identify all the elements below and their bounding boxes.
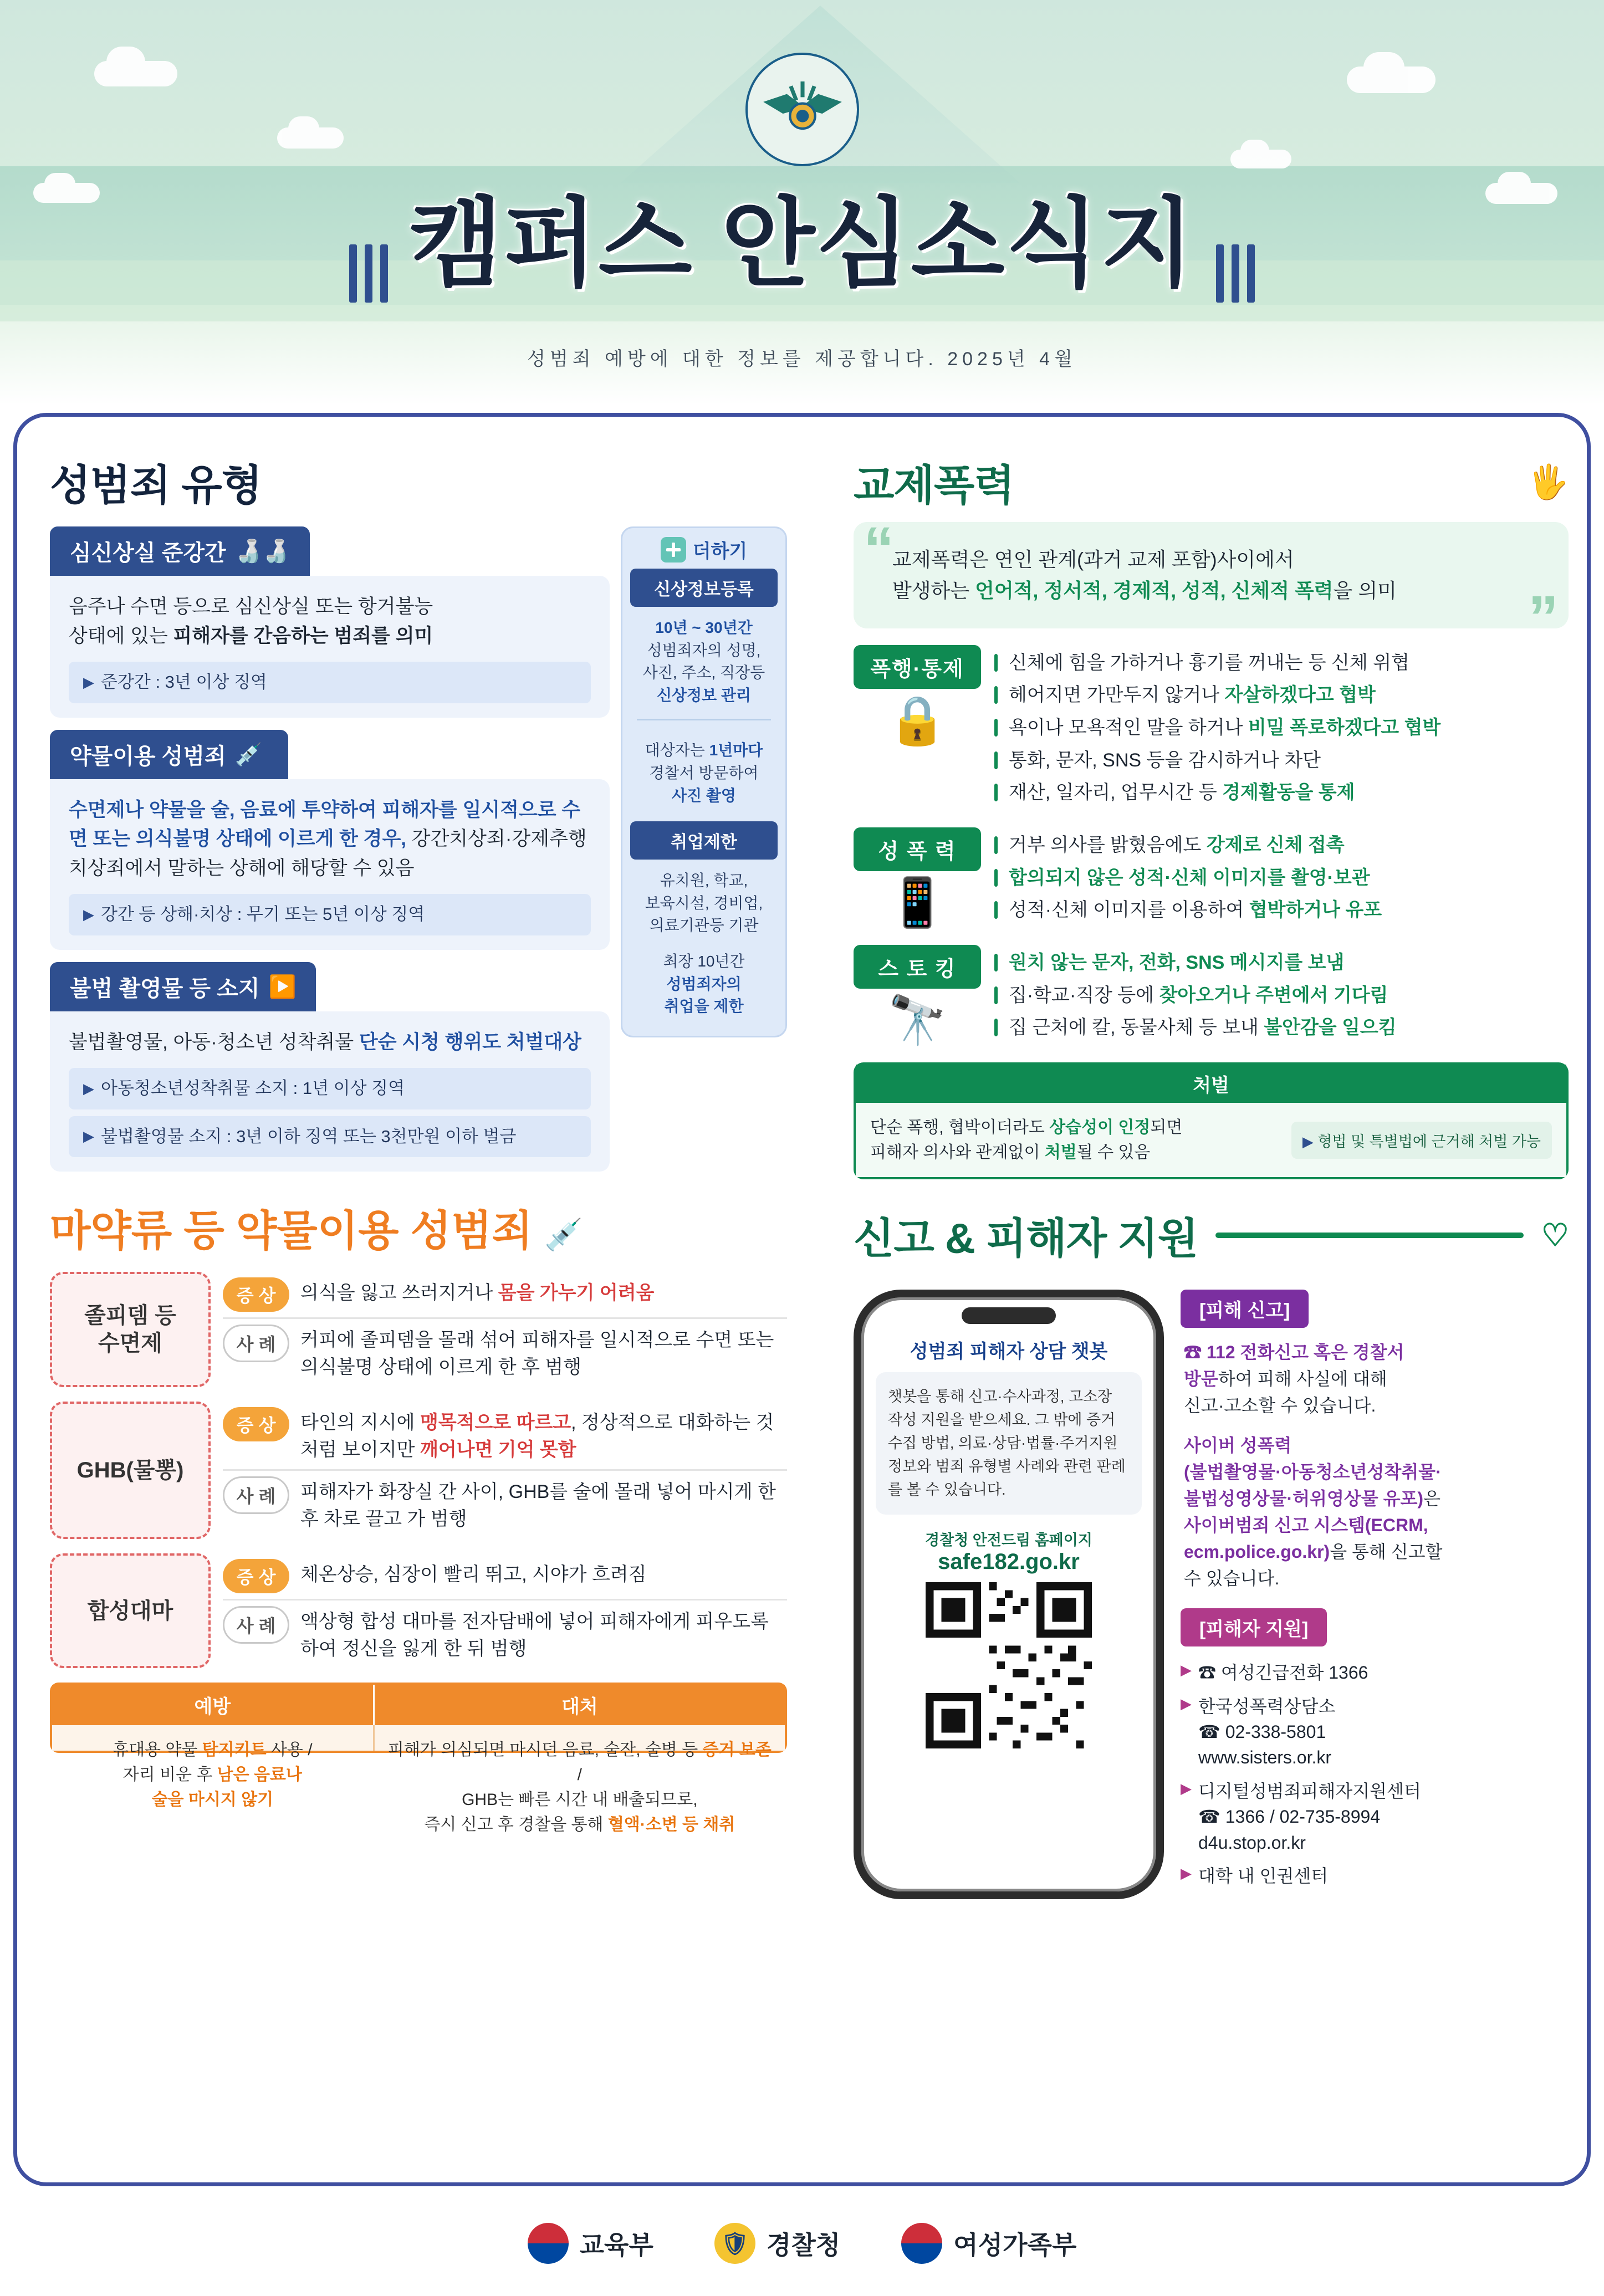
support-head: [피해자 지원]: [1181, 1608, 1327, 1646]
dv-block-assault: [854, 645, 1569, 811]
penalty-pill: ▶ 아동청소년성착취물 소지 : 1년 이상 징역: [69, 1068, 591, 1109]
penalty-pill: ▶ 불법촬영물 소지 : 3년 이하 징역 또는 3천만원 이하 벌금: [69, 1116, 591, 1158]
drug-name: 합성대마: [50, 1553, 211, 1669]
crime-blocks: [50, 526, 610, 1172]
symptom-badge: 증 상: [223, 1559, 289, 1593]
triangle-icon: ▶: [83, 1080, 94, 1097]
triangle-icon: ▶: [83, 1128, 94, 1145]
table-row: [52, 1725, 785, 1834]
drug-detail: [223, 1272, 787, 1387]
dv-item-list: [994, 945, 1569, 1046]
cloud-icon: [1230, 150, 1291, 168]
drug-case-text: 액상형 합성 대마를 전자담배에 넣어 피해자에게 피우도록 하여 정신을 잃게 한 뒤 범행: [300, 1610, 769, 1660]
qr-code[interactable]: [926, 1582, 1092, 1748]
cyber-report-text: 사이버 성폭력 (불법촬영물·아동청소년성착취물· 불법성영상물·허위영상물 유포)은 사이버범죄 신고 시스템(ECRM, ecm.police.go.kr)을 통해 신고할 수 있습니다.: [1184, 1435, 1443, 1589]
page-title: 캠퍼스 안심소식지: [408, 190, 1196, 298]
left-column: [50, 452, 787, 1834]
report-info-column: [1181, 1290, 1569, 1899]
police-badge-icon: 🛡: [714, 2223, 755, 2264]
symptom-badge: 증 상: [223, 1277, 289, 1312]
drug-name: GHB(물뽕): [50, 1402, 211, 1539]
video-play-icon: ▶️: [268, 974, 297, 999]
drug-row: [50, 1553, 787, 1669]
phone-camera-icon: 📱: [887, 876, 947, 930]
safe-site-label: 경찰청 안전드림 홈페이지: [925, 1532, 1092, 1549]
symptom-badge: 증 상: [223, 1407, 289, 1441]
drug-detail: [223, 1553, 787, 1669]
drug-case-text: 커피에 졸피뎀을 몰래 섞어 피해자를 일시적으로 수면 또는 의식불명 상태에 이르게 한 후 범행: [300, 1329, 774, 1378]
title-bars-left: [345, 244, 392, 305]
punishment-box: [854, 1062, 1569, 1179]
title-bars-right: [1212, 244, 1259, 305]
list-item: 원치 않는 문자, 전화, SNS 메시지를 보냄: [994, 948, 1569, 978]
taegeuk-icon: [528, 2223, 569, 2264]
drug-case-text: 피해자가 화장실 간 사이, GHB를 술에 몰래 넣어 마시게 한 후 차로 끌고 가 범행: [300, 1481, 776, 1530]
list-item: 성적·신체 이미지를 이용하여 협박하거나 유포: [994, 896, 1569, 925]
extra-info-text-1: 10년 ~ 30년간 성범죄자의 성명, 사진, 주소, 직장등 신상정보 관리: [642, 619, 765, 704]
list-item: ▶ 디지털성범죄피해자지원센터 ☎ 1366 / 02-735-8994 d4u.stop.or.kr: [1181, 1778, 1569, 1855]
dv-block-stalking: [854, 945, 1569, 1046]
cell-response: 피해가 의심되면 마시던 음료, 술잔, 술병 등 증거 보존 / GHB는 빠른 시간 내 배출되므로, 즉시 신고 후 경찰을 통해 혈액·소변 등 채취: [387, 1741, 772, 1834]
report-text: ☎ 112 전화신고 혹은 경찰서 방문하여 피해 사실에 대해 신고·고소할 수 있습니다.: [1184, 1342, 1404, 1416]
list-item: ▶ ☎ 여성긴급전화 1366: [1181, 1660, 1569, 1685]
support-list: [1181, 1646, 1569, 1889]
triangle-icon: ▶: [1181, 1695, 1192, 1712]
crime-block: [50, 962, 610, 1172]
crime-block: [50, 526, 610, 718]
extra-info-title: 더하기: [622, 528, 785, 569]
binoculars-icon: 🔭: [887, 994, 947, 1047]
punishment-note: ▶ 형법 및 특별법에 근거해 처벌 가능: [1291, 1122, 1552, 1159]
drug-section: [50, 1197, 787, 1834]
title-rule: [1215, 1233, 1524, 1238]
plus-icon: [661, 537, 686, 563]
drug-detail: [223, 1402, 787, 1539]
drug-symptom: 증 상 의식을 잃고 쓰러지거나 몸을 가누기 어려움: [223, 1272, 787, 1317]
page-subtitle: 성범죄 예방에 대한 정보를 제공합니다. 2025년 4월: [527, 349, 1077, 370]
safe-site-url[interactable]: safe182.go.kr: [938, 1550, 1080, 1574]
cloud-icon: [1347, 67, 1436, 93]
right-column: [854, 452, 1569, 1899]
drug-case: [223, 1471, 787, 1539]
padlock-icon: 🔒: [887, 693, 947, 747]
list-item: 통화, 문자, SNS 등을 감시하거나 차단: [994, 746, 1569, 775]
extra-info-text-4: 최장 10년간 성범죄자의 취업을 제한: [663, 952, 745, 1015]
soju-bottle-icon: 🍶🍶: [234, 539, 290, 564]
hand-stop-icon: 🖐: [1528, 463, 1569, 500]
chatbot-message: 챗봇을 통해 신고·수사과정, 고소장 작성 지원을 받으세요. 그 밖에 증거수집 방법, 의료·상담·법률·주거지원 정보와 범죄 유형별 사례와 관련 판례를 볼 수 있습니다.: [876, 1372, 1142, 1515]
list-item: 집·학교·직장 등에 찾아오거나 주변에서 기다림: [994, 981, 1569, 1010]
report-section: [854, 1205, 1569, 1899]
drug-row: [50, 1272, 787, 1387]
column-header-prevention: 예방: [52, 1685, 375, 1725]
crime-block-body: 수면제나 약물을 술, 음료에 투약하여 피해자를 일시적으로 수면 또는 의식불명 상태에 이르게 한 경우, 강간치상죄·강제추행치상죄에서 말하는 상해에 해당할 수 있음 ▶ 강간 등 상해·치상 : 무기 또는 5년 이상 징역: [50, 779, 610, 950]
dv-label: 폭행·통제: [854, 645, 981, 689]
syringe-icon: 💉: [544, 1217, 583, 1252]
extra-info-text-2: 대상자는 1년마다 경찰서 방문하여 사진 촬영: [645, 742, 763, 804]
org-education: 교육부: [528, 2223, 653, 2264]
triangle-icon: ▶: [83, 673, 94, 691]
drug-case: [223, 1319, 787, 1387]
extra-info-panel: [621, 526, 787, 1037]
extra-info-head-1: 신상정보등록: [630, 569, 778, 607]
column-header-response: 대처: [375, 1685, 785, 1725]
heart-icon: ♡: [1541, 1217, 1569, 1252]
drug-row: [50, 1402, 787, 1539]
org-police: 🛡 경찰청: [714, 2223, 840, 2264]
taegeuk-icon: [901, 2223, 942, 2264]
title-wrap: [0, 166, 1604, 305]
drug-symptom: [223, 1553, 787, 1599]
dv-label: 성 폭 력: [854, 827, 981, 871]
crime-block-body: 불법촬영물, 아동·청소년 성착취물 단순 시청 행위도 처벌대상 ▶ 아동청소년성착취물 소지 : 1년 이상 징역 ▶ 불법촬영물 소지 : 3년 이하 징역 또는 3천만원 이하 벌금: [50, 1011, 610, 1172]
list-item: 집 근처에 칼, 동물사체 등 보내 불안감을 일으킴: [994, 1013, 1569, 1042]
police-eagle-emblem-icon: [745, 53, 859, 166]
triangle-icon: ▶: [83, 906, 94, 923]
drug-symptom: 증 상 타인의 지시에 맹목적으로 따르고, 정상적으로 대화하는 것처럼 보이지만 깨어나면 기억 못함: [223, 1402, 787, 1470]
extra-info-text-3: 유치원, 학교, 보육시설, 경비업, 의료기관등 기관: [645, 872, 763, 934]
list-item: 욕이나 모욕적인 말을 하거나 비밀 폭로하겠다고 협박: [994, 713, 1569, 743]
table-header: [52, 1685, 785, 1725]
case-badge: 사 례: [223, 1325, 289, 1362]
cloud-icon: [277, 127, 344, 149]
syringe-icon: 💉: [234, 742, 263, 767]
drug-case: [223, 1600, 787, 1669]
list-item: 신체에 힘을 가하거나 흉기를 꺼내는 등 신체 위협: [994, 648, 1569, 678]
triangle-icon: ▶: [1302, 1133, 1314, 1150]
list-item: 헤어지면 가만두지 않거나 자살하겠다고 협박: [994, 681, 1569, 710]
prevention-response-table: [50, 1683, 787, 1834]
punishment-header: 처벌: [856, 1065, 1566, 1103]
section-title-report: 신고 & 피해자 지원 ♡: [854, 1215, 1569, 1263]
dv-item-list: [994, 827, 1569, 928]
case-badge: 사 례: [223, 1476, 289, 1514]
extra-info-head-2: 취업제한: [630, 821, 778, 860]
crime-types-area: [50, 526, 787, 1172]
drug-symptom-text: 체온상승, 심장이 빨리 뛰고, 시야가 흐려짐: [300, 1563, 647, 1585]
list-item: 거부 의사를 밝혔음에도 강제로 신체 접촉: [994, 831, 1569, 860]
punishment-text: 단순 폭행, 협박이더라도 상습성이 인정되면 피해자 의사와 관계없이 처벌될 수 있음: [870, 1118, 1183, 1162]
poster-header: [0, 0, 1604, 405]
crime-block-tab: 약물이용 성범죄 💉: [50, 730, 288, 779]
crime-block: [50, 730, 610, 950]
penalty-pill: ▶ 준강간 : 3년 이상 징역: [69, 662, 591, 703]
section-title-drugs: 마약류 등 약물이용 성범죄 💉: [50, 1208, 583, 1255]
phone-notch: [962, 1307, 1056, 1324]
dv-item-list: [994, 645, 1569, 811]
phone-mockup: [854, 1290, 1164, 1899]
org-gender-family: 여성가족부: [901, 2223, 1076, 2264]
triangle-icon: ▶: [1181, 1661, 1192, 1679]
list-item: 합의되지 않은 성적·신체 이미지를 촬영·보관: [994, 863, 1569, 893]
crime-block-tab: 불법 촬영물 등 소지 ▶️: [50, 962, 316, 1011]
dv-block-sexual: [854, 827, 1569, 928]
report-head: [피해 신고]: [1181, 1290, 1309, 1328]
triangle-icon: ▶: [1181, 1864, 1192, 1881]
quote-open-icon: “: [864, 515, 894, 583]
penalty-pill: ▶ 강간 등 상해·치상 : 무기 또는 5년 이상 징역: [69, 894, 591, 935]
quote-close-icon: ”: [1528, 583, 1559, 652]
crime-block-tab: 심신상실 준강간 🍶🍶: [50, 526, 310, 576]
cell-prevention: 휴대용 약물 탐지키트 사용 / 자리 비운 후 남은 음료나 술을 마시지 않기: [52, 1725, 375, 1751]
section-title-dating-violence: 교제폭력 🖐: [854, 462, 1569, 509]
cloud-icon: [94, 61, 177, 86]
dv-label: 스 토 킹: [854, 945, 981, 989]
list-item: 재산, 일자리, 업무시간 등 경제활동을 통제: [994, 778, 1569, 807]
triangle-icon: ▶: [1181, 1779, 1192, 1797]
section-title-crime-types: 성범죄 유형: [50, 462, 262, 509]
list-item: ▶ 대학 내 인권센터: [1181, 1863, 1569, 1889]
case-badge: 사 례: [223, 1606, 289, 1644]
drug-rows: [50, 1272, 787, 1668]
crime-block-body: 음주나 수면 등으로 심신상실 또는 항거불능 상태에 있는 피해자를 간음하는 범죄를 의미 ▶ 준강간 : 3년 이상 징역: [50, 576, 610, 718]
divider: [637, 719, 771, 720]
poster-footer: [0, 2191, 1604, 2296]
drug-name: 졸피뎀 등 수면제: [50, 1272, 211, 1387]
list-item: ▶ 한국성폭력상담소 ☎ 02-338-5801 www.sisters.or.kr: [1181, 1694, 1569, 1771]
dating-violence-definition: “ 교제폭력은 연인 관계(과거 교제 포함)사이에서 발생하는 언어적, 정서적, 경제적, 성적, 신체적 폭력을 의미 ”: [854, 522, 1569, 628]
chatbot-title: 성범죄 피해자 상담 챗봇: [910, 1341, 1108, 1363]
